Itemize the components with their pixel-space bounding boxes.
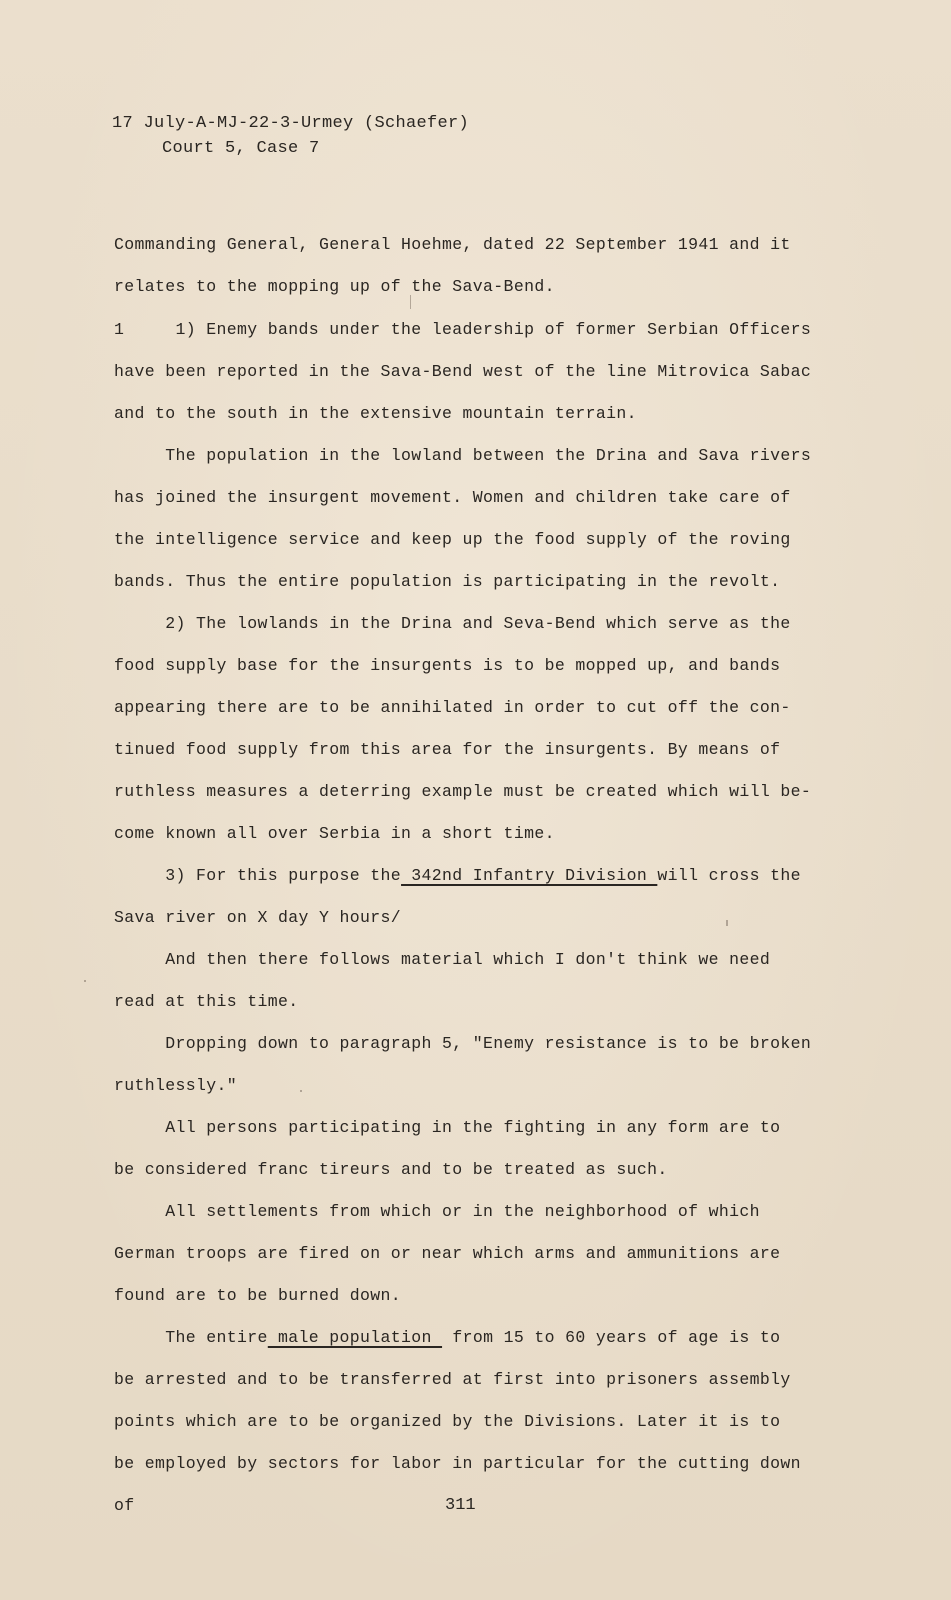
line-text: be arrested and to be transferred at first into prisoners assembly <box>114 1370 791 1389</box>
body-line <box>114 235 791 255</box>
line-text: The entire <box>114 1328 268 1347</box>
body-line <box>114 1118 780 1138</box>
line-text: The population in the lowland between the Drina and Sava rivers <box>114 446 812 465</box>
line-text: Dropping down to paragraph 5, "Enemy resistance is to be broken <box>114 1034 812 1053</box>
body-line <box>114 1454 801 1474</box>
line-text: read at this time. <box>114 992 299 1011</box>
line-text: ruthlessly." <box>114 1076 238 1095</box>
underlined-phrase: male population <box>267 1328 443 1347</box>
document-header-court-line: Court 5, Case 7 <box>162 139 320 158</box>
body-line <box>114 1370 791 1390</box>
line-text: relates to the mopping up of the Sava-Bend. <box>114 277 555 296</box>
scan-mark <box>410 295 411 309</box>
underlined-phrase: 342nd Infantry Division <box>401 866 658 885</box>
body-line <box>114 908 401 928</box>
line-text: Commanding General, General Hoehme, dated 22 September 1941 and it <box>114 235 791 254</box>
line-text: be considered franc tireurs and to be treated as such. <box>114 1160 668 1179</box>
line-text: German troops are fired on or near which arms and ammunitions are <box>114 1244 781 1263</box>
body-line <box>114 1496 135 1516</box>
line-text: of <box>114 1496 135 1515</box>
line-text: come known all over Serbia in a short time. <box>114 824 555 843</box>
body-line <box>114 1244 780 1264</box>
body-line <box>114 1286 401 1306</box>
body-line <box>114 404 637 424</box>
scan-mark <box>84 980 86 982</box>
line-text: bands. Thus the entire population is participating in the revolt. <box>114 572 781 591</box>
body-line <box>114 614 791 634</box>
scan-mark <box>300 1090 302 1092</box>
line-text: Sava river on X day Y hours/ <box>114 908 402 927</box>
body-line <box>114 656 780 676</box>
body-line <box>114 1160 668 1180</box>
line-text: tinued food supply from this area for the insurgents. By means of <box>114 740 781 759</box>
body-line <box>114 572 780 592</box>
line-text: appearing there are to be annihilated in order to cut off the con- <box>114 698 791 717</box>
line-text: will cross the <box>657 866 801 885</box>
body-line <box>114 1328 780 1348</box>
body-line <box>114 992 299 1012</box>
line-text: and to the south in the extensive mountain terrain. <box>114 404 637 423</box>
body-line <box>114 698 791 718</box>
line-text: 1 1) Enemy bands under the leadership of former Serbian Officers <box>114 320 812 339</box>
line-text: And then there follows material which I don't think we need <box>114 950 771 969</box>
body-line <box>114 1202 760 1222</box>
body-line <box>114 277 555 297</box>
body-line <box>114 320 811 340</box>
line-text: have been reported in the Sava-Bend west of the line Mitrovica Sabac <box>114 362 812 381</box>
line-text: from 15 to 60 years of age is to <box>442 1328 781 1347</box>
body-line <box>114 866 801 886</box>
body-line <box>114 362 811 382</box>
body-line <box>114 950 770 970</box>
body-line <box>114 782 811 802</box>
page-number: 311 <box>445 1496 476 1515</box>
line-text: has joined the insurgent movement. Women and children take care of <box>114 488 791 507</box>
line-text: All persons participating in the fighting in any form are to <box>114 1118 781 1137</box>
body-line <box>114 740 780 760</box>
body-line <box>114 1412 780 1432</box>
line-text: All settlements from which or in the neighborhood of which <box>114 1202 760 1221</box>
line-text: 3) For this purpose the <box>114 866 402 885</box>
body-line <box>114 488 791 508</box>
body-line <box>114 1034 811 1054</box>
body-line <box>114 824 555 844</box>
line-text: 2) The lowlands in the Drina and Seva-Bend which serve as the <box>114 614 791 633</box>
line-text: be employed by sectors for labor in particular for the cutting down <box>114 1454 801 1473</box>
body-line <box>114 446 811 466</box>
line-text: ruthless measures a deterring example must be created which will be- <box>114 782 812 801</box>
document-header-date-line: 17 July-A-MJ-22-3-Urmey (Schaefer) <box>112 114 470 133</box>
line-text: the intelligence service and keep up the food supply of the roving <box>114 530 791 549</box>
body-line <box>114 1076 237 1096</box>
line-text: points which are to be organized by the Divisions. Later it is to <box>114 1412 781 1431</box>
scan-mark <box>726 920 728 926</box>
body-line <box>114 530 791 550</box>
line-text: food supply base for the insurgents is to be mopped up, and bands <box>114 656 781 675</box>
line-text: found are to be burned down. <box>114 1286 402 1305</box>
